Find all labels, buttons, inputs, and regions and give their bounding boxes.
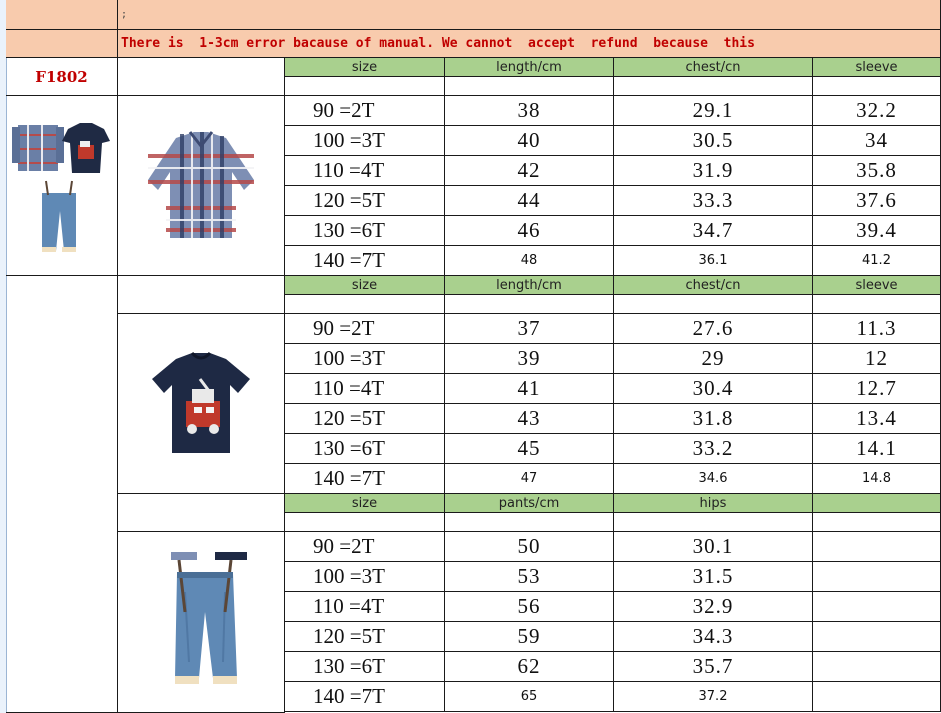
shirt-chest-cell[interactable]: 31.9 [614,156,813,186]
pants-size-cell[interactable]: 110 =4T [285,592,445,622]
pants-empty-cell[interactable] [813,592,941,622]
pants-empty-cell[interactable] [813,562,941,592]
outfit-set-cell[interactable] [6,96,118,276]
pants-size-cell[interactable]: 100 =3T [285,562,445,592]
pants-size-cell[interactable]: 140 =7T [285,682,445,712]
shirt-chest-cell[interactable]: 33.3 [614,186,813,216]
pants-length-cell[interactable]: 56 [445,592,614,622]
navy-tshirt-image [146,349,256,459]
pants-hips-cell[interactable]: 31.5 [614,562,813,592]
tshirt-sleeve-cell[interactable]: 12 [813,344,941,374]
blank-cell[interactable] [813,77,941,96]
shirt-size-cell[interactable]: 120 =5T [285,186,445,216]
pants-hips-cell[interactable]: 35.7 [614,652,813,682]
tshirt-chest-cell[interactable]: 29 [614,344,813,374]
shirt-image-top-cell[interactable] [118,58,285,96]
empty-left-cell[interactable] [6,276,118,713]
product-code[interactable]: F1802 [6,58,118,96]
plaid-shirt-image [136,126,266,246]
pants-length-cell[interactable]: 62 [445,652,614,682]
pants-size-cell[interactable]: 120 =5T [285,622,445,652]
shirt-chest-cell[interactable]: 34.7 [614,216,813,246]
pants-empty-cell[interactable] [813,682,941,712]
shirt-length-cell[interactable]: 44 [445,186,614,216]
notice-text[interactable]: There is 1-3cm error bacause of manual. We cannot accept refund because this [118,30,941,58]
tshirt-size-cell[interactable]: 120 =5T [285,404,445,434]
shirt-length-cell[interactable]: 46 [445,216,614,246]
tshirt-chest-cell[interactable]: 30.4 [614,374,813,404]
shirt-length-cell[interactable]: 42 [445,156,614,186]
pants-header-length[interactable]: pants/cm [445,494,614,513]
blank-cell[interactable] [813,295,941,314]
pants-image-top-cell[interactable] [118,494,285,532]
tshirt-sleeve-cell[interactable]: 14.1 [813,434,941,464]
shirt-size-cell[interactable]: 110 =4T [285,156,445,186]
shirt-sleeve-cell[interactable]: 39.4 [813,216,941,246]
tshirt-header-length[interactable]: length/cm [445,276,614,295]
tshirt-chest-cell[interactable]: 34.6 [614,464,813,494]
pants-header-hips[interactable]: hips [614,494,813,513]
plaid-shirt-cell[interactable] [118,96,285,276]
shirt-size-cell[interactable]: 130 =6T [285,216,445,246]
blank-cell[interactable] [285,77,445,96]
pants-size-cell[interactable]: 130 =6T [285,652,445,682]
shirt-sleeve-cell[interactable]: 41.2 [813,246,941,276]
pants-length-cell[interactable]: 50 [445,532,614,562]
tshirt-sleeve-cell[interactable]: 13.4 [813,404,941,434]
blank-cell[interactable] [614,77,813,96]
tshirt-chest-cell[interactable]: 27.6 [614,314,813,344]
pants-empty-cell[interactable] [813,532,941,562]
pants-hips-cell[interactable]: 30.1 [614,532,813,562]
blank-cell[interactable] [285,513,445,532]
shirt-sleeve-cell[interactable]: 37.6 [813,186,941,216]
tshirt-size-cell[interactable]: 110 =4T [285,374,445,404]
pants-hips-cell[interactable]: 37.2 [614,682,813,712]
tshirt-sleeve-cell[interactable]: 11.3 [813,314,941,344]
pants-header-size[interactable]: size [285,494,445,513]
tshirt-chest-cell[interactable]: 31.8 [614,404,813,434]
top-left-cell[interactable] [6,0,118,30]
shirt-size-cell[interactable]: 140 =7T [285,246,445,276]
pants-length-cell[interactable]: 65 [445,682,614,712]
tshirt-length-cell[interactable]: 47 [445,464,614,494]
tshirt-sleeve-cell[interactable]: 12.7 [813,374,941,404]
notice-top-cell[interactable]: ; [118,0,941,30]
shirt-sleeve-cell[interactable]: 32.2 [813,96,941,126]
shirt-header-chest[interactable]: chest/cn [614,58,813,77]
shirt-length-cell[interactable]: 40 [445,126,614,156]
tshirt-size-cell[interactable]: 130 =6T [285,434,445,464]
pants-hips-cell[interactable]: 32.9 [614,592,813,622]
tshirt-length-cell[interactable]: 37 [445,314,614,344]
tshirt-size-cell[interactable]: 90 =2T [285,314,445,344]
pants-hips-cell[interactable]: 34.3 [614,622,813,652]
tshirt-chest-cell[interactable]: 33.2 [614,434,813,464]
shirt-sleeve-cell[interactable]: 34 [813,126,941,156]
shirt-length-cell[interactable]: 48 [445,246,614,276]
shirt-header-sleeve[interactable]: sleeve [813,58,941,77]
tshirt-header-chest[interactable]: chest/cn [614,276,813,295]
blank-cell[interactable] [614,513,813,532]
shirt-header-length[interactable]: length/cm [445,58,614,77]
tshirt-sleeve-cell[interactable]: 14.8 [813,464,941,494]
shirt-chest-cell[interactable]: 30.5 [614,126,813,156]
tshirt-size-cell[interactable]: 100 =3T [285,344,445,374]
tshirt-image-top-cell[interactable] [118,276,285,314]
shirt-chest-cell[interactable]: 29.1 [614,96,813,126]
pants-header-empty[interactable] [813,494,941,513]
suspender-jeans-image [141,552,261,692]
pants-size-cell[interactable]: 90 =2T [285,532,445,562]
shirt-size-cell[interactable]: 100 =3T [285,126,445,156]
blank-cell[interactable] [445,295,614,314]
tshirt-header-sleeve[interactable]: sleeve [813,276,941,295]
shirt-length-cell[interactable]: 38 [445,96,614,126]
tshirt-header-size[interactable]: size [285,276,445,295]
blank-cell[interactable] [285,295,445,314]
tshirt-length-cell[interactable]: 43 [445,404,614,434]
pants-empty-cell[interactable] [813,652,941,682]
shirt-size-cell[interactable]: 90 =2T [285,96,445,126]
pants-length-cell[interactable]: 53 [445,562,614,592]
blank-cell[interactable] [813,513,941,532]
notice-left-cell[interactable] [6,30,118,58]
shirt-header-size[interactable]: size [285,58,445,77]
pants-length-cell[interactable]: 59 [445,622,614,652]
pants-empty-cell[interactable] [813,622,941,652]
tshirt-cell[interactable] [118,314,285,494]
tshirt-length-cell[interactable]: 39 [445,344,614,374]
tshirt-size-cell[interactable]: 140 =7T [285,464,445,494]
shirt-chest-cell[interactable]: 36.1 [614,246,813,276]
tshirt-length-cell[interactable]: 45 [445,434,614,464]
blank-cell[interactable] [614,295,813,314]
blank-cell[interactable] [445,513,614,532]
shirt-sleeve-cell[interactable]: 35.8 [813,156,941,186]
jeans-cell[interactable] [118,532,285,713]
tshirt-length-cell[interactable]: 41 [445,374,614,404]
outfit-set-image [12,111,112,261]
blank-cell[interactable] [445,77,614,96]
